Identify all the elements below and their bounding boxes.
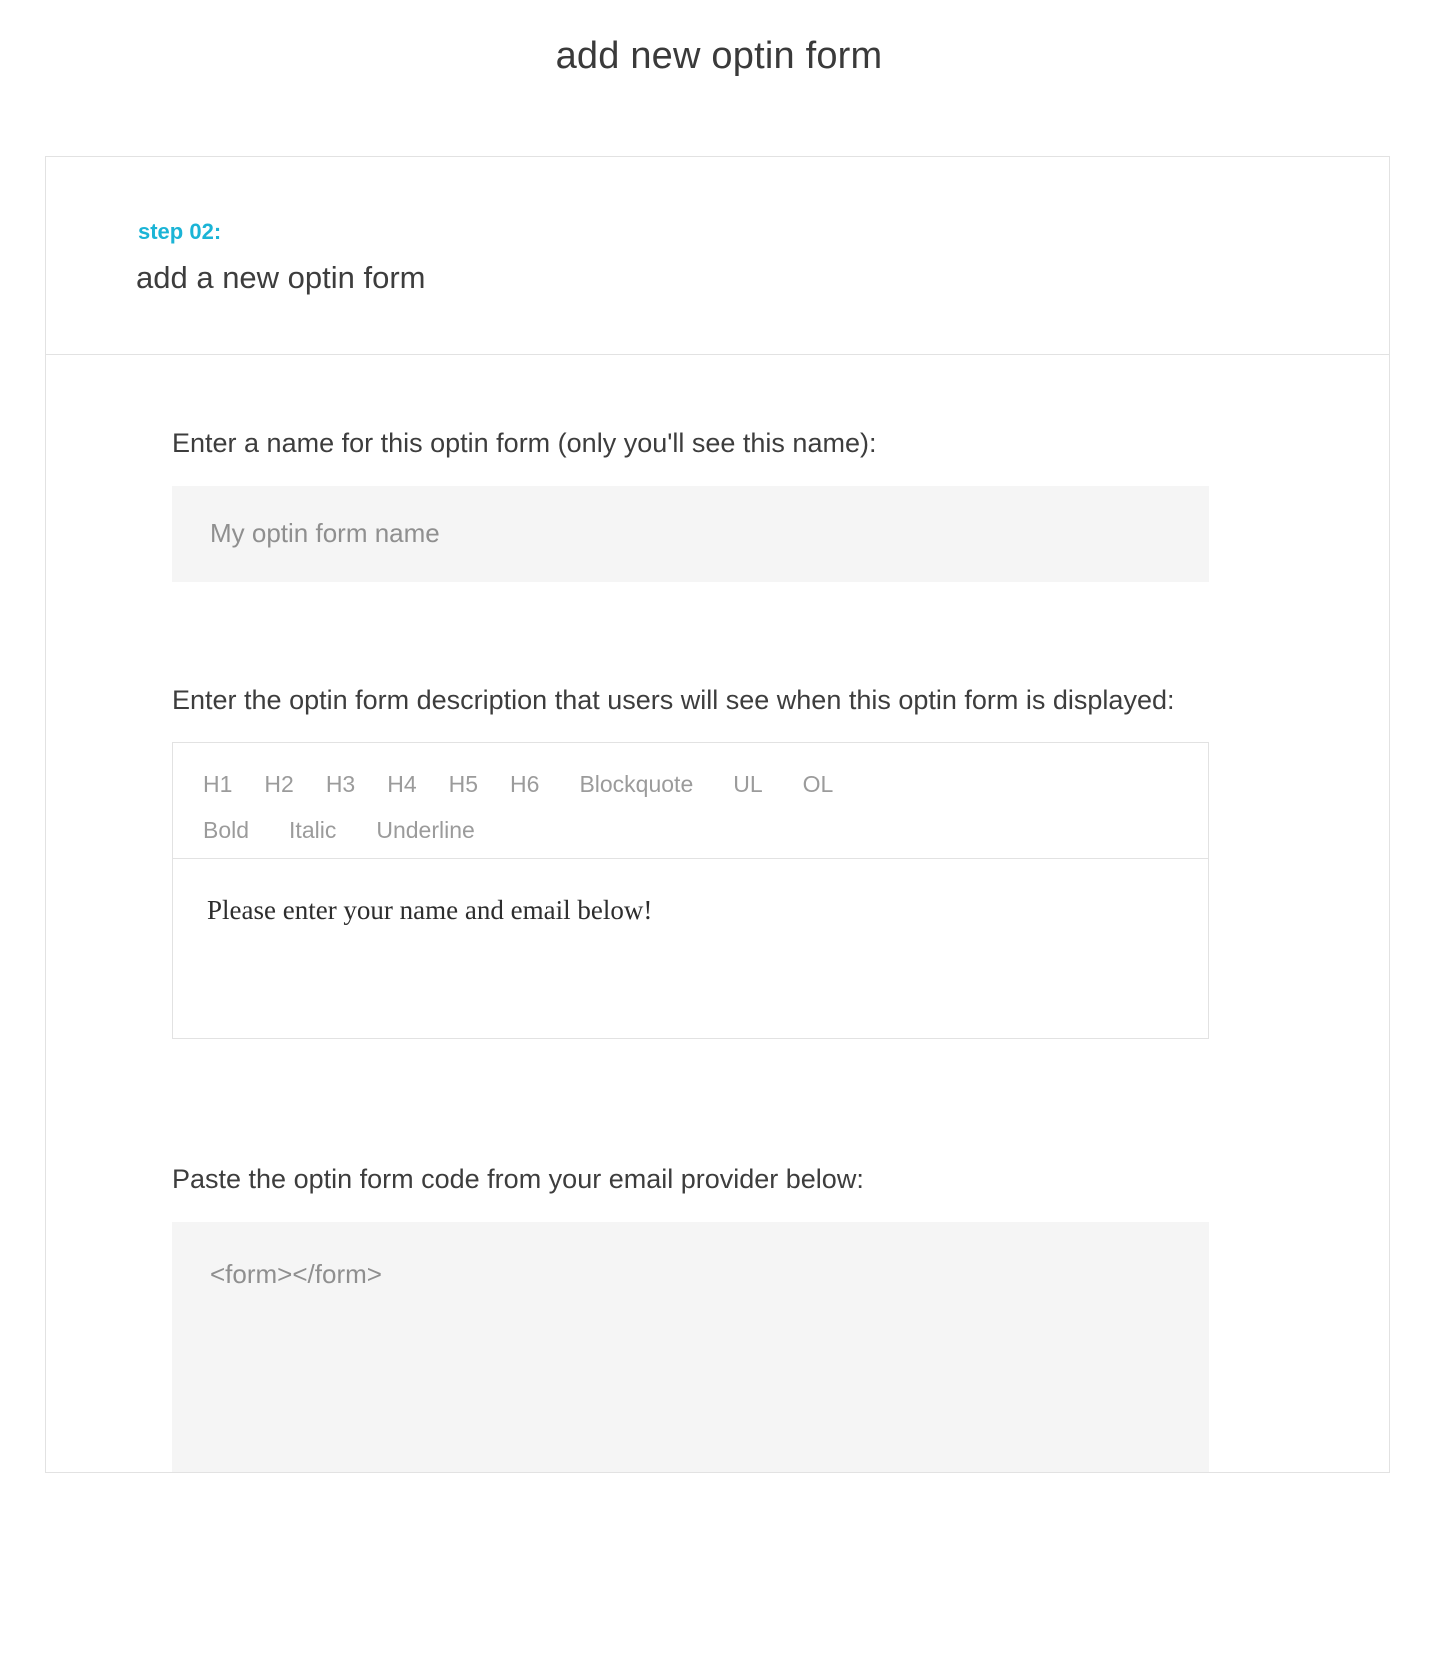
toolbar-blockquote-button[interactable]: Blockquote	[579, 771, 694, 798]
panel-body	[46, 355, 1389, 1472]
step-title: add a new optin form	[136, 259, 426, 295]
editor-toolbar-row-2	[203, 817, 1178, 845]
form-description-field-group	[46, 682, 1389, 1040]
toolbar-h6-button[interactable]: H6	[510, 771, 540, 798]
toolbar-h4-button[interactable]: H4	[387, 771, 417, 798]
spacer	[46, 582, 1389, 682]
form-name-label: Enter a name for this optin form (only you'll see this name):	[172, 428, 877, 459]
toolbar-h2-button[interactable]: H2	[264, 771, 294, 798]
toolbar-ol-button[interactable]: OL	[802, 771, 834, 798]
add-optin-form-panel	[45, 156, 1390, 1473]
editor-toolbar-row-1	[203, 771, 1178, 799]
form-name-input[interactable]	[172, 486, 1209, 582]
editor-toolbar	[173, 743, 1208, 859]
form-code-label: Paste the optin form code from your email provider below:	[172, 1164, 864, 1195]
toolbar-bold-button[interactable]: Bold	[203, 816, 250, 843]
panel-header	[46, 157, 1389, 356]
spacer	[46, 1039, 1389, 1161]
page-title: add new optin form	[555, 35, 883, 77]
rich-text-editor	[172, 742, 1209, 1039]
toolbar-h3-button[interactable]: H3	[325, 771, 356, 798]
toolbar-h1-button[interactable]: H1	[203, 771, 233, 798]
toolbar-underline-button[interactable]: Underline	[376, 816, 475, 843]
form-description-editor-content[interactable]: Please enter your name and email below!	[207, 895, 653, 926]
toolbar-italic-button[interactable]: Italic	[289, 816, 337, 843]
form-description-label: Enter the optin form description that users will see when this optin form is displayed:	[172, 684, 1175, 715]
toolbar-ul-button[interactable]: UL	[733, 771, 763, 798]
form-code-textarea[interactable]	[172, 1222, 1209, 1472]
toolbar-h5-button[interactable]: H5	[448, 771, 479, 798]
form-name-field-group	[46, 425, 1389, 581]
step-label: step 02:	[138, 218, 222, 244]
form-code-field-group	[46, 1161, 1389, 1471]
